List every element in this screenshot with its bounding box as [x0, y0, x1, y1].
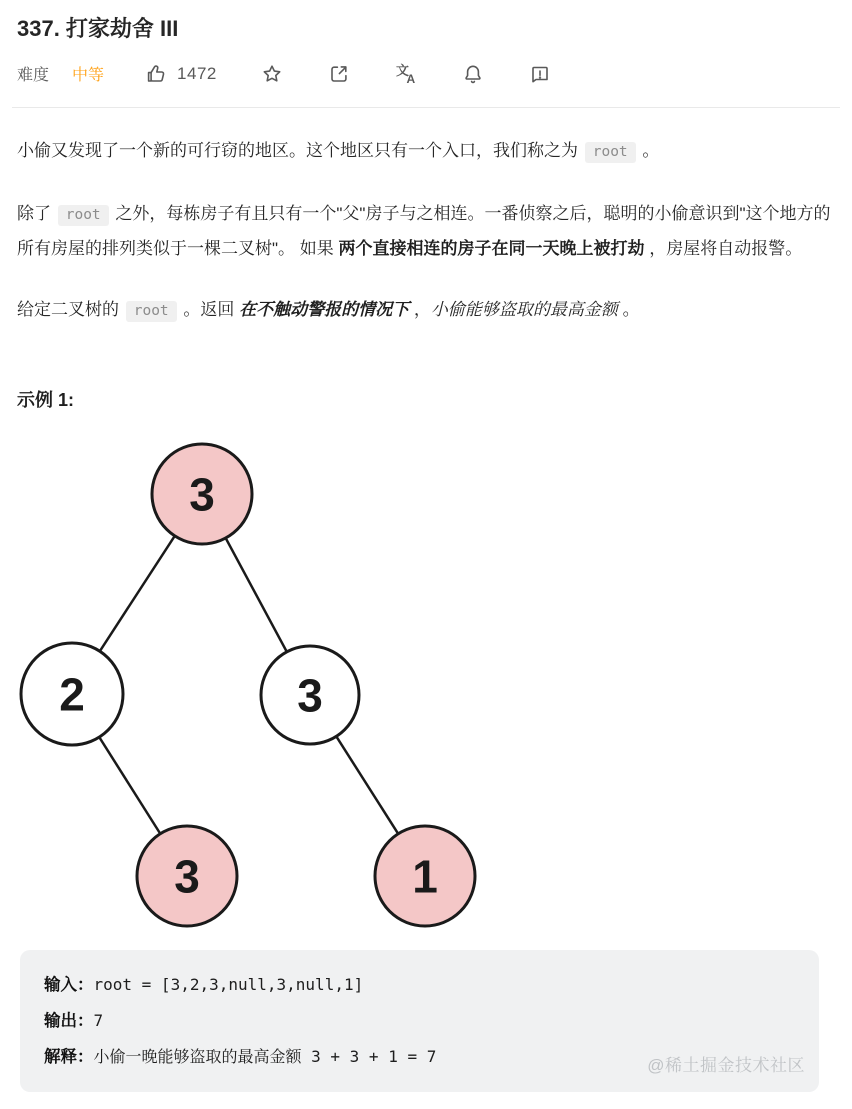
text-segment: 给定二叉树的 — [17, 300, 124, 319]
page-title: 337. 打家劫舍 III — [17, 16, 179, 41]
io-label: 解释： — [44, 1048, 94, 1066]
text-segment: 除了 — [17, 204, 56, 223]
text-segment: 。返回 — [178, 300, 240, 319]
io-label: 输出： — [44, 1012, 94, 1030]
inline-code: root — [126, 301, 177, 322]
io-label: 输入： — [44, 976, 94, 994]
inline-code: root — [58, 205, 109, 226]
text-segment: ，房屋将自动报警。 — [644, 239, 803, 258]
favorite-button[interactable] — [260, 62, 284, 86]
text-segment: 小偷能够盗取的最高金额 — [430, 300, 618, 319]
text-segment: 。 — [617, 300, 640, 319]
svg-text:文: 文 — [395, 62, 409, 78]
feedback-button[interactable] — [528, 62, 552, 86]
share-icon — [327, 62, 351, 86]
tree-node — [375, 826, 475, 926]
difficulty-label: 难度 — [17, 67, 50, 84]
inline-code: root — [585, 142, 636, 163]
bell-icon — [461, 62, 485, 86]
translate-icon — [394, 62, 418, 86]
svg-text:2: 2 — [59, 668, 85, 721]
problem-description — [17, 134, 835, 328]
example-tree-figure — [17, 440, 479, 930]
thumbs-up-icon — [144, 62, 168, 86]
like-button[interactable] — [144, 62, 217, 86]
svg-text:1: 1 — [412, 850, 438, 903]
io-line-input — [44, 967, 805, 1003]
text-segment: 在不触动警报的情况下 — [239, 300, 410, 319]
tree-node — [261, 646, 359, 744]
text-segment: 小偷又发现了一个新的可行窃的地区。这个地区只有一个入口，我们称之为 — [17, 141, 583, 160]
example-heading: 示例 1: — [17, 390, 75, 410]
divider — [12, 107, 840, 108]
example-io-block — [20, 950, 819, 1092]
meta-row — [17, 60, 835, 87]
translate-button[interactable] — [394, 62, 418, 86]
feedback-icon — [528, 62, 552, 86]
share-button[interactable] — [327, 62, 351, 86]
svg-text:3: 3 — [297, 669, 323, 722]
svg-text:A: A — [406, 71, 416, 86]
watermark: @稀土掘金技术社区 — [647, 1056, 805, 1075]
io-value: root = [3,2,3,null,3,null,1] — [93, 975, 364, 994]
tree-node — [137, 826, 237, 926]
text-segment: 两个直接相连的房子在同一天晚上被打劫 — [338, 239, 645, 258]
text-segment: 。 — [637, 141, 660, 160]
text-segment: 之外，每栋房子有且只有一个"父"房子与之相连。一番侦察之后，聪明的小偷意识到"这个地方的所有房屋的排列类似于一棵二叉树"。 如果 — [17, 204, 831, 258]
difficulty-badge: 中等 — [72, 67, 105, 84]
io-line-output — [44, 1003, 805, 1039]
text-segment: ， — [409, 300, 431, 319]
paragraph — [17, 134, 835, 169]
notifications-button[interactable] — [461, 62, 485, 86]
tree-node — [152, 444, 252, 544]
svg-text:3: 3 — [174, 850, 200, 903]
tree-node — [21, 643, 123, 745]
paragraph — [17, 293, 835, 328]
paragraph — [17, 197, 835, 265]
io-value: 7 — [93, 1011, 104, 1030]
io-value: 小偷一晚能够盗取的最高金额 3 + 3 + 1 = 7 — [93, 1047, 437, 1066]
svg-text:3: 3 — [189, 468, 215, 521]
like-count: 1472 — [177, 63, 217, 83]
star-icon — [260, 62, 284, 86]
